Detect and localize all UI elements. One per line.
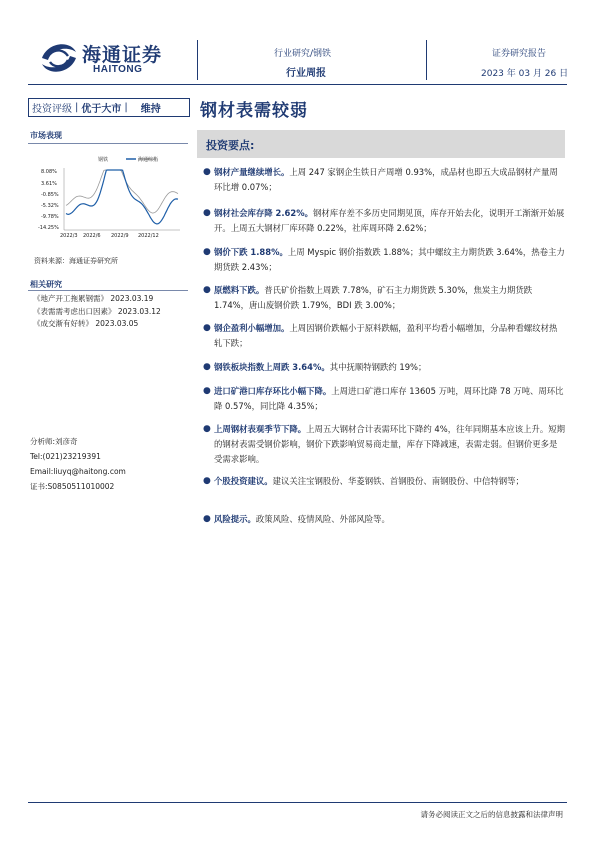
bullet-icon: ● xyxy=(203,323,211,333)
report-title: 钢材表需较弱 xyxy=(200,101,308,121)
rating-box: 投资评级 | 优于大市 | 维持 xyxy=(28,98,190,117)
related-item[interactable]: 《表需需考虑出口因素》 2023.03.12 xyxy=(33,306,161,316)
key-point: ● 上周钢材表观季节下降。上周五大钢材合计表需环比下降约 4%，往年同期基本应该上升。短期的钢材表需受钢价影响，钢价下跌影响贸易商走量，库存下降减速，表需走弱。但钢价更多是受需求影响。 xyxy=(203,424,565,464)
key-point: ● 原燃料下跌。普氏矿价指数上周跌 7.78%，矿石主力期货跌 5.30%，焦炭主力期货跌 1.74%，唐山废钢价跌 1.79%，BDI 跌 3.00%； xyxy=(203,285,533,310)
key-point: ● 钢材产量继续增长。上周 247 家钢企生铁日产周增 0.93%，成品材也即五大成品钢材产量周环比增 0.07%； xyxy=(203,167,558,192)
y-tick-label: 8.08% xyxy=(41,169,57,175)
related-list xyxy=(33,293,193,331)
bullet-icon: ● xyxy=(203,247,211,257)
x-tick-label: 2022/6 xyxy=(83,233,101,239)
analyst-name: 分析师:刘彦奇 xyxy=(30,437,78,446)
bullet-icon: ● xyxy=(203,362,211,372)
brand-name-cn: 海通证券 xyxy=(82,44,163,66)
y-tick-label: -14.25% xyxy=(38,225,59,231)
legend-label-steel: 钢铁 xyxy=(98,157,109,163)
footer-rule xyxy=(28,802,567,803)
key-point: ● 钢铁板块指数上周跌 3.64%。其中抚顺特钢跌约 19%； xyxy=(203,360,565,375)
analyst-email[interactable]: Email:liuyq@haitong.com xyxy=(30,467,126,476)
bullet-icon: ● xyxy=(203,386,211,396)
related-heading: 相关研究 xyxy=(30,280,62,289)
report-type: 行业周报 xyxy=(286,68,326,79)
key-point: ● 钢企盈利小幅增加。上周因钢价跌幅小于原料跌幅，盈利平均看小幅增加，分品种看螺纹材热轧下跌； xyxy=(203,323,558,348)
legend-label-index: 海通综指 xyxy=(138,157,159,163)
bullet-icon: ● xyxy=(203,167,211,177)
key-point: ● 钢材社会库存降 2.62%。钢材库存差不多历史同期见顶，库存开始去化，说明开工渐渐开始展开。上周五大钢材厂库环降 0.22%，社库周环降 2.62%； xyxy=(203,208,565,233)
analyst-block xyxy=(30,434,126,494)
section-rule xyxy=(28,143,188,144)
market-heading: 市场表现 xyxy=(30,131,62,140)
key-points-heading: 投资要点: xyxy=(206,139,255,152)
report-series: 证券研究报告 xyxy=(492,49,547,59)
bullet-icon: ● xyxy=(203,424,211,434)
key-point: ● 进口矿港口库存环比小幅下降。上周进口矿港口库存 13605 万吨，周环比降 78 万吨、周环比降 0.57%，同比降 4.35%； xyxy=(203,386,564,411)
rating-action: 维持 xyxy=(140,104,161,115)
brand-name-en: HAITONG xyxy=(93,64,143,75)
market-chart-svg xyxy=(28,150,190,242)
x-tick-label: 2022/12 xyxy=(138,233,159,239)
analyst-cert: 证书:S0850511010002 xyxy=(30,482,115,491)
bullet-icon: ● xyxy=(203,514,211,524)
key-point: ● 个股投资建议。建议关注宝钢股份、华菱钢铁、首钢股份、南钢股份、中信特钢等； xyxy=(203,474,565,489)
series-line-index xyxy=(66,170,178,213)
report-category: 行业研究/钢铁 xyxy=(274,49,332,59)
market-chart xyxy=(28,150,190,242)
x-tick-label: 2022/9 xyxy=(111,233,129,239)
related-item[interactable]: 《成交渐有好转》 2023.03.05 xyxy=(33,319,139,328)
header-divider xyxy=(197,40,198,80)
y-tick-label: 3.61% xyxy=(41,181,57,187)
y-tick-label: -0.85% xyxy=(41,192,59,198)
y-tick-label: -9.78% xyxy=(41,214,59,220)
report-date: 2023 年 03 月 26 日 xyxy=(481,69,569,79)
disclaimer-note: 请务必阅读正文之后的信息披露和法律声明 xyxy=(420,810,563,819)
analyst-tel: Tel:(021)23219391 xyxy=(30,452,101,461)
related-item[interactable]: 《地产开工拖累钢需》 2023.03.19 xyxy=(33,294,154,303)
key-point: ● 钢价下跌 1.88%。上周 Myspic 钢价指数跌 1.88%；其中螺纹主力期货跌 3.64%，热卷主力期货跌 2.43%； xyxy=(203,247,565,272)
section-rule xyxy=(28,290,188,291)
market-source: 资料来源：海通证券研究所 xyxy=(34,257,118,265)
rating-value: 优于大市 xyxy=(81,104,122,115)
bullet-icon: ● xyxy=(203,285,211,295)
rating-label: 投资评级 xyxy=(32,104,72,115)
y-tick-label: -5.32% xyxy=(41,203,59,209)
bullet-icon: ● xyxy=(203,476,211,486)
header-divider xyxy=(426,40,427,80)
haitong-logo-icon xyxy=(38,38,80,78)
x-tick-label: 2022/3 xyxy=(60,233,78,239)
bullet-icon: ● xyxy=(203,208,211,218)
key-point: ● 风险提示。政策风险、疫情风险、外部风险等。 xyxy=(203,512,565,527)
header-rule xyxy=(28,84,567,85)
